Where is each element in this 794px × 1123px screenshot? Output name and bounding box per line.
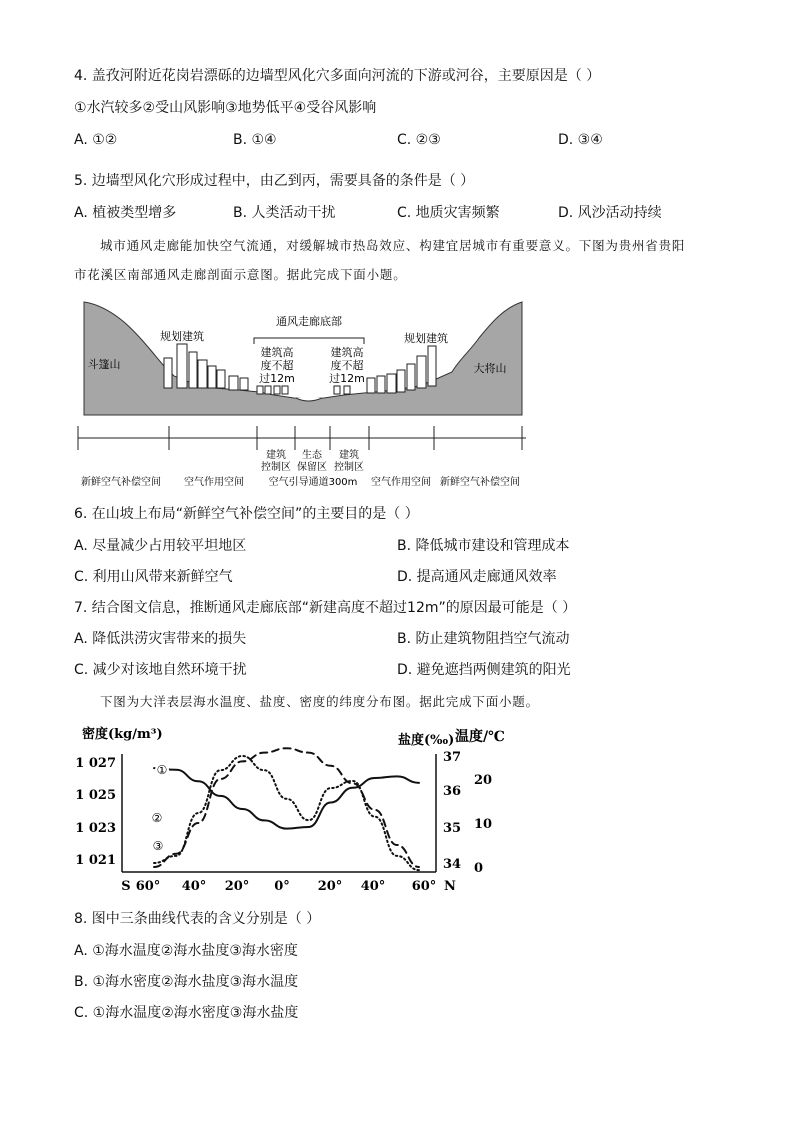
zone-action-right: 空气作用空间 bbox=[371, 477, 431, 488]
mountain-right-label: 大将山 bbox=[473, 362, 507, 375]
q8-option-a[interactable]: A. ①海水温度②海水盐度③海水密度 bbox=[74, 943, 298, 959]
q5-option-d[interactable]: D. 风沙活动持续 bbox=[558, 205, 662, 221]
curve-label-3: ③ bbox=[152, 839, 164, 853]
x-tick-label: 40° bbox=[181, 879, 207, 894]
q6-option-d[interactable]: D. 提高通风走廊通风效率 bbox=[397, 569, 557, 585]
x-tick-label: 0° bbox=[274, 879, 290, 894]
density-tick-label: 1 021 bbox=[75, 853, 116, 868]
salinity-tick-label: 35 bbox=[443, 821, 462, 836]
q5-stem: 5. 边墙型风化穴形成过程中，由乙到丙，需要具备的条件是（ ） bbox=[74, 173, 475, 189]
zone-eco-1: 生态 bbox=[302, 450, 322, 461]
height-limit-left-l3: 过12m bbox=[259, 372, 295, 385]
height-limit-left-l2: 度不超 bbox=[260, 359, 294, 372]
ylabel-density: 密度(kg/m³) bbox=[82, 727, 163, 742]
q7-option-a[interactable]: A. 降低洪涝灾害带来的损失 bbox=[74, 631, 247, 647]
x-tick-label: N bbox=[444, 879, 456, 894]
ventilation-corridor-diagram bbox=[74, 300, 530, 492]
q4-option-c[interactable]: C. ②③ bbox=[397, 132, 441, 148]
q4-statements: ①水汽较多②受山风影响③地势低平④受谷风影响 bbox=[74, 100, 377, 116]
ylabel-temperature: 温度/℃ bbox=[455, 729, 505, 745]
q6-option-c[interactable]: C. 利用山风带来新鲜空气 bbox=[74, 569, 233, 585]
q7-option-b[interactable]: B. 防止建筑物阻挡空气流动 bbox=[397, 631, 570, 647]
height-limit-right-l1: 建筑高 bbox=[330, 346, 364, 359]
zone-fresh-left: 新鲜空气补偿空间 bbox=[81, 477, 161, 488]
zone-building-right-2: 控制区 bbox=[334, 462, 364, 473]
zone-fresh-right: 新鲜空气补偿空间 bbox=[440, 477, 520, 488]
passage1-line2: 市花溪区南部通风走廊剖面示意图。据此完成下面小题。 bbox=[74, 267, 407, 282]
x-tick-label: 60° bbox=[411, 879, 437, 894]
curve-label-2: ② bbox=[151, 811, 163, 825]
planned-right-label: 规划建筑 bbox=[404, 332, 448, 345]
density-tick-label: 1 023 bbox=[75, 821, 116, 836]
zone-action-left: 空气作用空间 bbox=[184, 477, 244, 488]
ocean-property-chart bbox=[74, 718, 514, 898]
corridor-bracket bbox=[254, 338, 364, 344]
q7-option-d[interactable]: D. 避免遮挡两侧建筑的阳光 bbox=[397, 662, 571, 678]
q5-option-c[interactable]: C. 地质灾害频繁 bbox=[397, 205, 500, 221]
temperature-tick-label: 0 bbox=[474, 861, 484, 876]
q4-option-a[interactable]: A. ①② bbox=[74, 132, 118, 148]
q4-option-b[interactable]: B. ①④ bbox=[233, 132, 277, 148]
zone-building-left-2: 控制区 bbox=[261, 462, 291, 473]
q5-option-b[interactable]: B. 人类活动干扰 bbox=[233, 205, 336, 221]
x-tick-label: 20° bbox=[317, 879, 343, 894]
salinity-tick-label: 37 bbox=[443, 750, 462, 765]
q6-stem: 6. 在山坡上布局“新鲜空气补偿空间”的主要目的是（ ） bbox=[74, 506, 419, 522]
zone-eco-2: 保留区 bbox=[297, 462, 327, 473]
planned-buildings-right bbox=[367, 346, 436, 393]
salinity-tick-label: 36 bbox=[443, 784, 462, 799]
density-tick-label: 1 025 bbox=[75, 788, 116, 803]
x-tick-label: 40° bbox=[360, 879, 386, 894]
salinity-tick-label: 34 bbox=[443, 857, 462, 872]
temperature-tick-label: 10 bbox=[474, 817, 493, 832]
q7-option-c[interactable]: C. 减少对该地自然环境干扰 bbox=[74, 662, 247, 678]
x-tick-label: S bbox=[121, 879, 131, 894]
zone-building-right-1: 建筑 bbox=[339, 450, 359, 461]
q8-option-c[interactable]: C. ①海水温度②海水密度③海水盐度 bbox=[74, 1005, 299, 1021]
height-limit-left-l1: 建筑高 bbox=[260, 346, 294, 359]
height-limit-right-l3: 过12m bbox=[329, 372, 365, 385]
q5-option-a[interactable]: A. 植被类型增多 bbox=[74, 205, 177, 221]
passage2-line1: 下图为大洋表层海水温度、盐度、密度的纬度分布图。据此完成下面小题。 bbox=[100, 694, 539, 709]
x-tick-label: 60° bbox=[135, 879, 161, 894]
passage1-line1: 城市通风走廊能加快空气流通，对缓解城市热岛效应、构建宜居城市有重要意义。下图为贵州省贵阳 bbox=[100, 238, 686, 253]
zone-building-left-1: 建筑 bbox=[266, 450, 286, 461]
curve-label-1: ① bbox=[156, 763, 168, 777]
series-line-3 bbox=[151, 748, 419, 867]
mountain-left-label: 斗篷山 bbox=[87, 358, 121, 371]
q6-option-a[interactable]: A. 尽量减少占用较平坦地区 bbox=[74, 538, 247, 554]
q8-option-b[interactable]: B. ①海水密度②海水盐度③海水温度 bbox=[74, 974, 299, 990]
q8-stem: 8. 图中三条曲线代表的含义分别是（ ） bbox=[74, 911, 321, 927]
q4-option-d[interactable]: D. ③④ bbox=[558, 132, 603, 148]
q6-option-b[interactable]: B. 降低城市建设和管理成本 bbox=[397, 538, 570, 554]
ylabel-salinity: 盐度(‰) bbox=[398, 733, 455, 748]
planned-left-label: 规划建筑 bbox=[160, 330, 204, 343]
density-tick-label: 1 027 bbox=[75, 756, 116, 771]
height-limit-right-l2: 度不超 bbox=[330, 359, 364, 372]
planned-buildings-left bbox=[164, 344, 248, 390]
corridor-bottom-label: 通风走廊底部 bbox=[276, 315, 342, 328]
x-tick-label: 20° bbox=[224, 879, 250, 894]
low-buildings bbox=[257, 386, 350, 394]
q4-stem: 4. 盖孜河附近花岗岩漂砾的边墙型风化穴多面向河流的下游或河谷，主要原因是（ ） bbox=[74, 68, 601, 84]
q7-stem: 7. 结合图文信息，推断通风走廊底部“新建高度不超过12m”的原因最可能是（ ） bbox=[74, 600, 577, 616]
temperature-tick-label: 20 bbox=[474, 773, 493, 788]
zone-guide: 空气引导通道300m bbox=[268, 477, 358, 488]
